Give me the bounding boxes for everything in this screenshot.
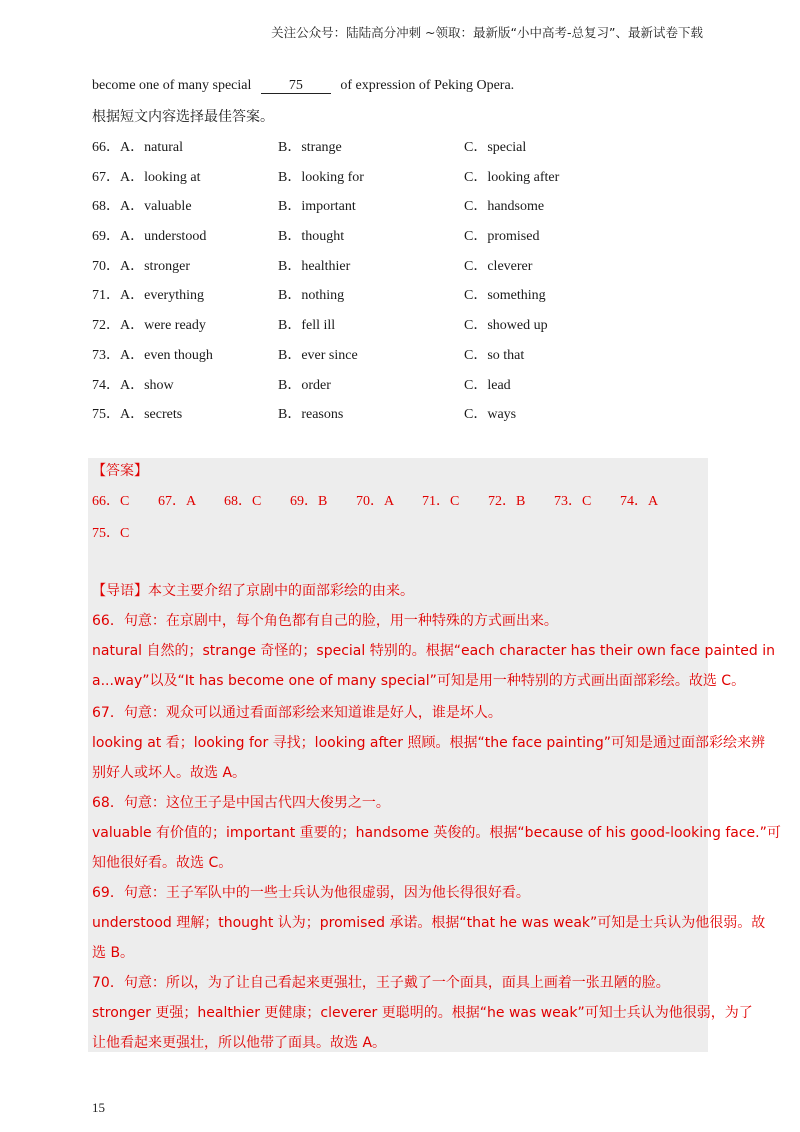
page-number: 15 (92, 1100, 105, 1115)
question-row (92, 314, 712, 344)
option-b: B．important (278, 199, 356, 215)
option-c: C．looking after (464, 169, 560, 185)
question-row (92, 284, 712, 314)
explanation-line: 66．句意：在京剧中，每个角色都有自己的脸，用一种特殊的方式画出来。 (92, 613, 558, 629)
option-c: C．ways (464, 407, 517, 423)
explanation-line: 70．句意：所以，为了让自己看起来更强壮，王子戴了一个面具，面具上画着一张丑陋的脸。 (92, 975, 670, 991)
explanation-line: 选 B。 (92, 945, 135, 961)
explanation-line: 69．句意：王子军队中的一些士兵认为他很虚弱，因为他长得很好看。 (92, 885, 530, 901)
question-row (92, 225, 712, 255)
question-row (92, 166, 712, 196)
option-b: B．reasons (278, 407, 344, 423)
question-row (92, 255, 712, 285)
explanation-line: natural 自然的；strange 奇怪的；special 特别的。根据“each character has their own face painted in (92, 643, 775, 659)
option-c: C．promised (464, 229, 540, 245)
option-c: C．lead (464, 377, 511, 393)
answer-explanation-box (88, 458, 781, 1052)
option-a: 66．A．natural (92, 140, 183, 155)
option-a: 67．A．looking at (92, 169, 201, 185)
explanation-line: looking at 看；looking for 寻找；looking after 照顾。根据“the face painting”可知是通过面部彩绘来辨 (92, 735, 766, 751)
option-a: 74．A．show (92, 377, 174, 393)
answer-item: 70．A (356, 494, 395, 509)
option-c: C．cleverer (464, 258, 533, 274)
explanation-line: 68．句意：这位王子是中国古代四大俊男之一。 (92, 795, 390, 811)
explanation-line: understood 理解；thought 认为；promised 承诺。根据“that he was weak”可知是士兵认为他很弱。故 (92, 915, 766, 931)
option-b: B．healthier (278, 258, 351, 274)
option-b: B．order (278, 377, 331, 393)
option-b: B．thought (278, 229, 345, 245)
answer-item: 74．A (620, 494, 659, 509)
option-b: B．fell ill (278, 318, 336, 334)
explanation-line: a...way”以及“It has become one of many special”可知是用一种特别的方式画出面部彩绘。故选 C。 (92, 673, 746, 689)
option-b: B．looking for (278, 169, 364, 185)
option-b: B．nothing (278, 288, 345, 304)
explanation-line: 67．句意：观众可以通过看面部彩绘来知道谁是好人，谁是坏人。 (92, 705, 502, 721)
option-a: 75．A．secrets (92, 407, 183, 423)
option-c: C．something (464, 288, 546, 304)
option-a: 68．A．valuable (92, 199, 192, 215)
question-row (92, 344, 712, 374)
explanation-line: 【导语】本文主要介绍了京剧中的面部彩绘的由来。 (92, 583, 414, 599)
blank-75: 75 (261, 78, 331, 94)
intro-before: become one of many special (92, 78, 252, 93)
question-row (92, 195, 712, 225)
answer-item: 68．C (224, 494, 262, 509)
question-row (92, 136, 712, 166)
option-b: B．ever since (278, 347, 358, 363)
question-options (92, 136, 712, 433)
answer-item: 72．B (488, 494, 526, 509)
instruction: 根据短文内容选择最佳答案。 (92, 109, 274, 125)
option-c: C．special (464, 140, 527, 155)
explanation-line: 别好人或坏人。故选 A。 (92, 765, 247, 781)
answer-item: 75．C (92, 526, 130, 541)
answer-item: 67．A (158, 494, 197, 509)
explanation-line: stronger 更强；healthier 更健康；cleverer 更聪明的。根据“he was weak”可知士兵认为他很弱，为了 (92, 1005, 753, 1021)
answer-item: 66．C (92, 494, 130, 509)
option-c: C．handsome (464, 199, 545, 215)
option-a: 70．A．stronger (92, 258, 190, 274)
answer-item: 69．B (290, 494, 328, 509)
explanation-line: 让他看起来更强壮，所以他带了面具。故选 A。 (92, 1035, 387, 1051)
answer-item: 73．C (554, 494, 592, 509)
option-a: 69．A．understood (92, 229, 207, 245)
option-c: C．so that (464, 347, 525, 363)
explanation-line: 知他很好看。故选 C。 (92, 855, 233, 871)
option-c: C．showed up (464, 318, 548, 334)
header-note: 关注公众号：陆陆高分冲刺 ~领取：最新版“小中高考-总复习”、最新试卷下载 (271, 25, 703, 40)
explanation-line: valuable 有价值的；important 重要的；handsome 英俊的。根据“because of his good-looking face.”可 (92, 825, 781, 841)
question-row (92, 403, 712, 433)
option-a: 72．A．were ready (92, 318, 206, 334)
answer-heading: 【答案】 (92, 463, 148, 479)
option-a: 71．A．everything (92, 288, 204, 304)
option-a: 73．A．even though (92, 347, 213, 363)
intro-after: of expression of Peking Opera. (340, 78, 515, 93)
passage-tail (92, 78, 514, 94)
question-row (92, 374, 712, 404)
option-b: B．strange (278, 140, 342, 155)
answer-item: 71．C (422, 494, 460, 509)
